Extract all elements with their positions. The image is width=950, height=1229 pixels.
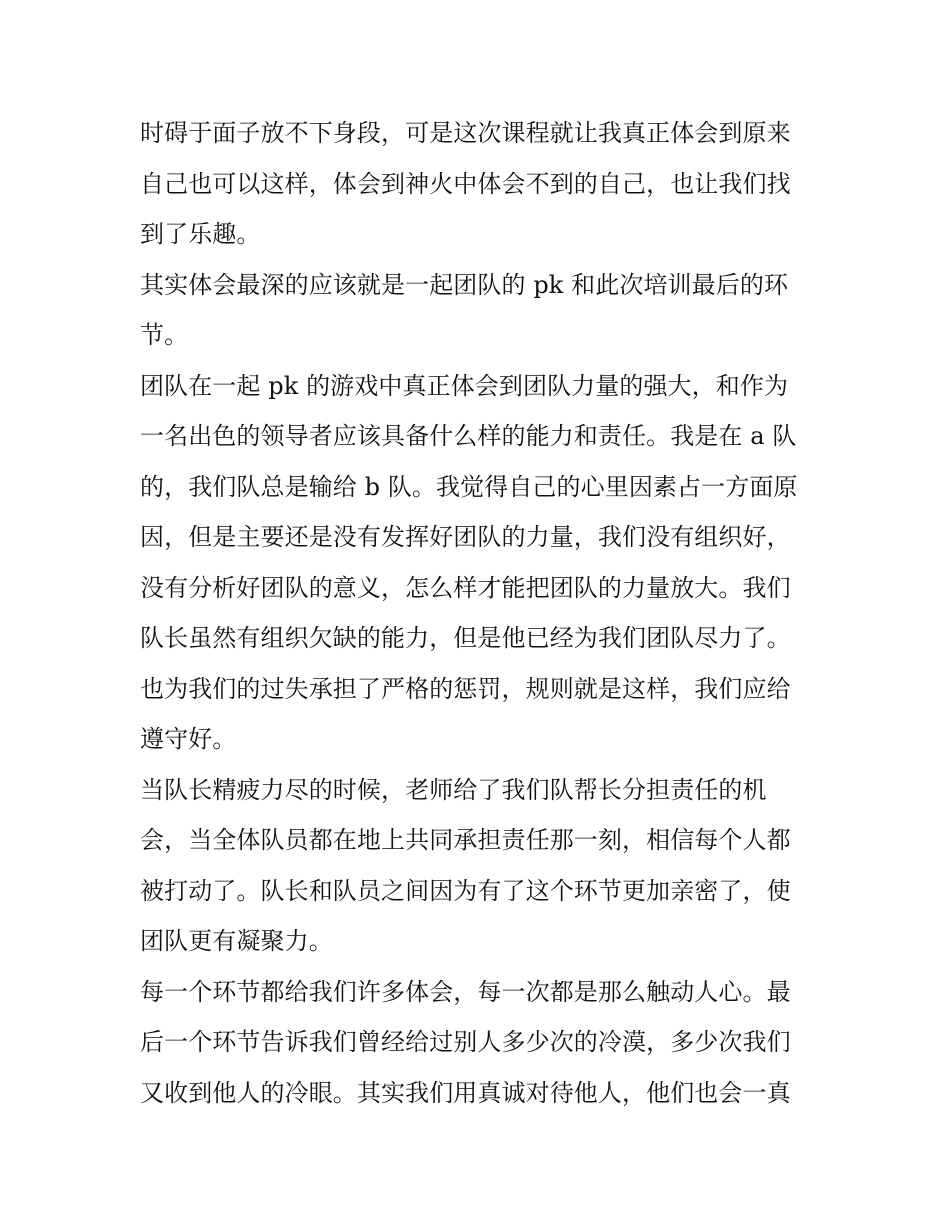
text-line: 团队在一起 pk 的游戏中真正体会到团队力量的强大，和作为 — [140, 371, 789, 400]
text-line: 自己也可以这样，体会到神火中体会不到的自己，也让我们找 — [140, 169, 791, 198]
text-line: 因，但是主要还是没有发挥好团队的力量，我们没有组织好， — [140, 523, 791, 551]
text-line: 团队更有凝聚力。 — [140, 927, 333, 955]
text-line: 时碍于面子放不下身段，可是这次课程就让我真正体会到原来 — [140, 119, 791, 147]
text-line: 队长虽然有组织欠缺的能力，但是他已经为我们团队尽力了。 — [140, 624, 791, 652]
text-line: 遵守好。 — [140, 725, 237, 753]
document-body-text — [140, 108, 815, 1118]
text-line: 当队长精疲力尽的时候，老师给了我们队帮长分担责任的机 — [140, 775, 767, 804]
text-line: 没有分析好团队的意义，怎么样才能把团队的力量放大。我们 — [140, 573, 791, 602]
text-line: 每一个环节都给我们许多体会，每一次都是那么触动人心。最 — [140, 977, 791, 1006]
text-line: 到了乐趣。 — [140, 220, 261, 248]
text-line: 会，当全体队员都在地上共同承担责任那一刻，相信每个人都 — [140, 826, 791, 854]
text-line: 节。 — [140, 321, 189, 349]
text-line: 也为我们的过失承担了严格的惩罚，规则就是这样，我们应给 — [140, 674, 791, 703]
text-line: 又收到他人的冷眼。其实我们用真诚对待他人，他们也会一真 — [140, 1078, 791, 1107]
text-line: 的，我们队总是输给 b 队。我觉得自己的心里因素占一方面原 — [140, 472, 798, 501]
text-line: 一名出色的领导者应该具备什么样的能力和责任。我是在 a 队 — [140, 422, 797, 450]
text-line: 后一个环节告诉我们曾经给过别人多少次的冷漠，多少次我们 — [140, 1028, 791, 1056]
text-line: 被打动了。队长和队员之间因为有了这个环节更加亲密了，使 — [140, 876, 791, 905]
text-line: 其实体会最深的应该就是一起团队的 pk 和此次培训最后的环 — [140, 270, 789, 299]
